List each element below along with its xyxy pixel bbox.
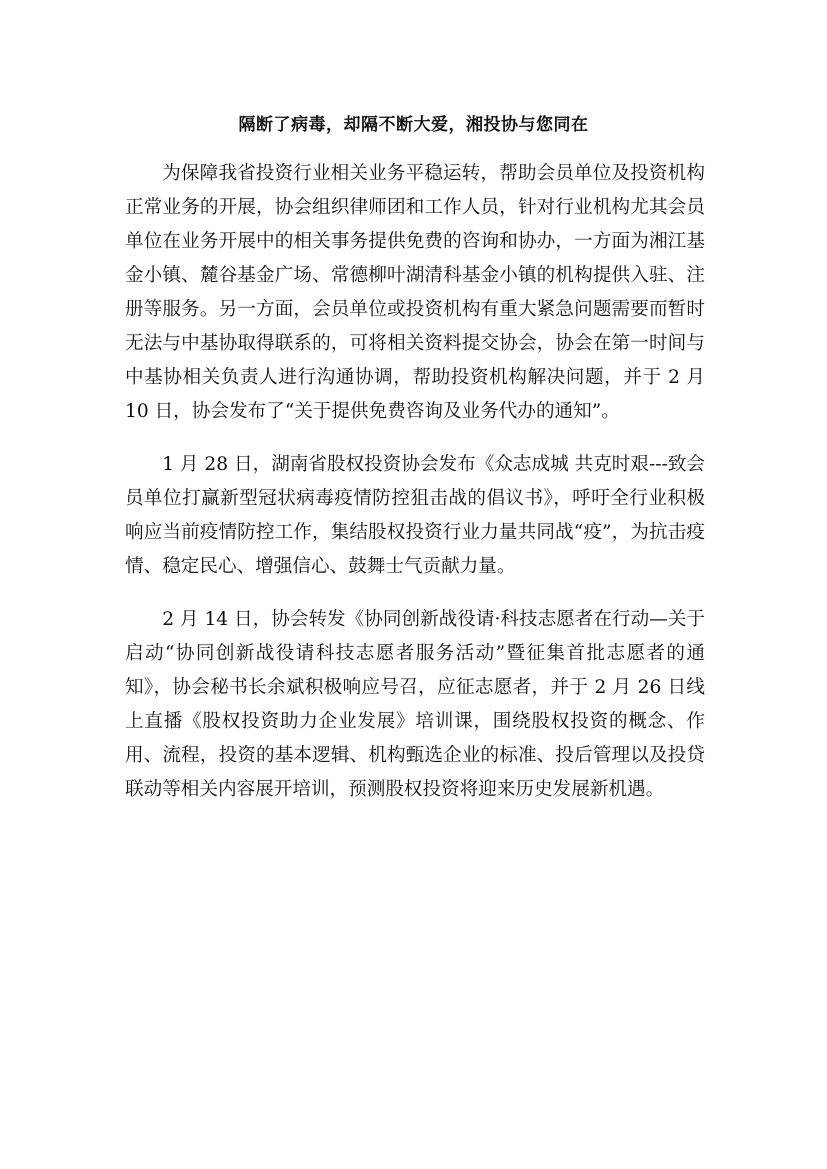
paragraph-initiative-letter: 1 月 28 日，湖南省股权投资协会发布《众志成城 共克时艰---致会员单位打赢新型冠状病毒疫情防控狙击战的倡议书》，呼吁全行业积极响应当前疫情防控工作，集结股权投资行业力量共同战“疫”，为抗击疫情、稳定民心、增强信心、鼓舞士气贡献力量。 xyxy=(125,454,706,577)
document-title: 隔断了病毒，却隔不断大爱，湘投协与您同在 xyxy=(238,115,589,135)
paragraph-volunteer-training: 2 月 14 日，协会转发《协同创新战役请·科技志愿者在行动—关于启动“协同创新战役请科技志愿者服务活动”暨征集首批志愿者的通知》，协会秘书长余斌积极响应号召，应征志愿者，并于 2 月 26 日线上直播《股权投资助力企业发展》培训课，围绕股权投资的概念、作用、流程，投资的基本逻辑、机构甄选企业的标准、投后管理以及投贷联动等相关内容展开培训，预测股权投资将迎来历史发展新机遇。 xyxy=(125,609,705,800)
paragraph-free-consulting: 为保障我省投资行业相关业务平稳运转，帮助会员单位及投资机构正常业务的开展，协会组织律师团和工作人员，针对行业机构尤其会员单位在业务开展中的相关事务提供免费的咨询和协办，一方面为湘江基金小镇、麓谷基金广场、常德柳叶湖清科基金小镇的机构提供入驻、注册等服务。另一方面，会员单位或投资机构有重大紧急问题需要而暂时无法与中基协取得联系的，可将相关资料提交协会，协会在第一时间与中基协相关负责人进行沟通协调，帮助投资机构解决问题，并于 2 月 10 日，协会发布了“关于提供免费咨询及业务代办的通知”。 xyxy=(125,163,705,422)
document-body xyxy=(125,157,705,826)
